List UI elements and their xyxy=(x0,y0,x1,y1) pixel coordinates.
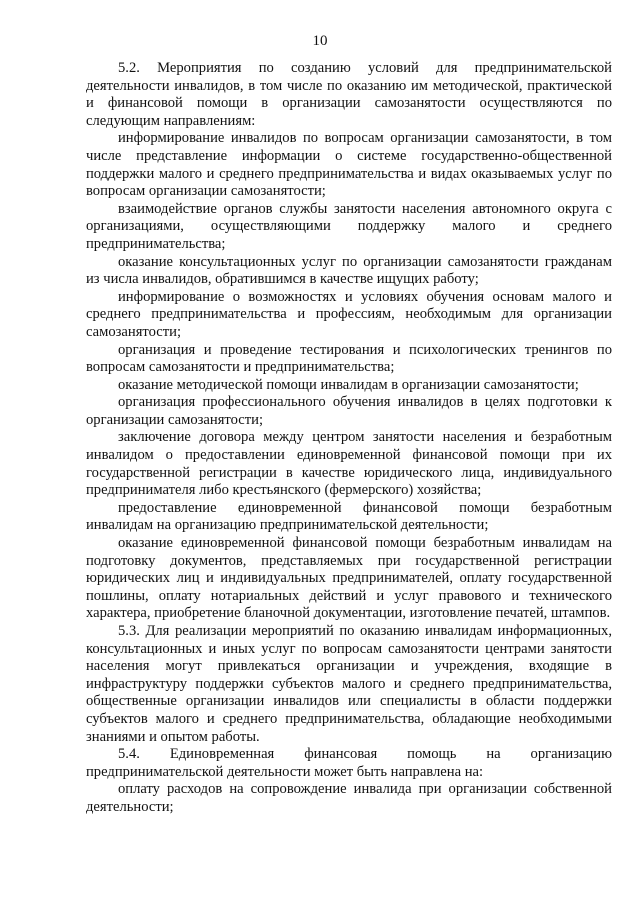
list-item-informing: информирование инвалидов по вопросам организации самозанятости, в том числе представление информации о системе государственно-общественной поддержки малого и среднего предпринимательства и видах оказываемых услуг по вопросам организации самозанятости; xyxy=(86,130,612,200)
list-item-escort-costs: оплату расходов на сопровождение инвалида при организации собственной деятельности; xyxy=(86,781,612,815)
list-item-contract: заключение договора между центром занятости населения и безработным инвалидом о предоставлении единовременной финансовой помощи при их государственной регистрации в качестве юридического лица, индивидуального предпринимателя либо крестьянского (фермерского) хозяйства; xyxy=(86,429,612,499)
paragraph-5-3: 5.3. Для реализации мероприятий по оказанию инвалидам информационных, консультационных и иных услуг по вопросам самозанятости центрами занятости населения могут привлекаться организации и учреждения, входящие в инфраструктуру поддержки субъектов малого и среднего предпринимательства, общественные организации инвалидов или специалисты в области поддержки субъектов малого и среднего предпринимательства, обладающие необходимыми знаниями и опытом работы. xyxy=(86,623,612,745)
list-item-consulting: оказание консультационных услуг по организации самозанятости гражданам из числа инвалидов, обратившимся в качестве ищущих работу; xyxy=(86,253,612,288)
list-item-interaction: взаимодействие органов службы занятости населения автономного округа с организациями, осуществляющими поддержку малого и среднего предпринимательства; xyxy=(86,200,612,252)
list-item-financial-aid-documents: оказание единовременной финансовой помощи безработным инвалидам на подготовку документов, представляемых при государственной регистрации юридических лиц и индивидуальных предпринимателей, оплату государственной пошлины, оплату нотариальных действий и услуг правового и технического характера, приобретение бланочной документации, изготовление печатей, штампов. xyxy=(86,535,612,622)
list-item-training-info: информирование о возможностях и условиях обучения основам малого и среднего предпринимательства и профессиям, необходимым для организации самозанятости; xyxy=(86,288,612,340)
paragraph-5-2-intro: 5.2. Мероприятия по созданию условий для предпринимательской деятельности инвалидов, в том числе по оказанию им методической, практической и финансовой помощи в организации самозанятости осуществляются по следующим направлениям: xyxy=(86,60,612,129)
paragraph-5-4: 5.4. Единовременная финансовая помощь на организацию предпринимательской деятельности может быть направлена на: xyxy=(86,746,612,780)
list-item-testing: организация и проведение тестирования и психологических тренингов по вопросам самозанятости и предпринимательства; xyxy=(86,341,612,376)
list-item-financial-aid: предоставление единовременной финансовой помощи безработным инвалидам на организацию предпринимательской деятельности; xyxy=(86,499,612,534)
list-item-methodical-help: оказание методической помощи инвалидам в организации самозанятости; xyxy=(118,376,579,393)
list-item-professional-training: организация профессионального обучения инвалидов в целях подготовки к организации самозанятости; xyxy=(86,394,612,428)
document-body xyxy=(86,60,612,817)
page-number: 10 xyxy=(312,33,328,49)
